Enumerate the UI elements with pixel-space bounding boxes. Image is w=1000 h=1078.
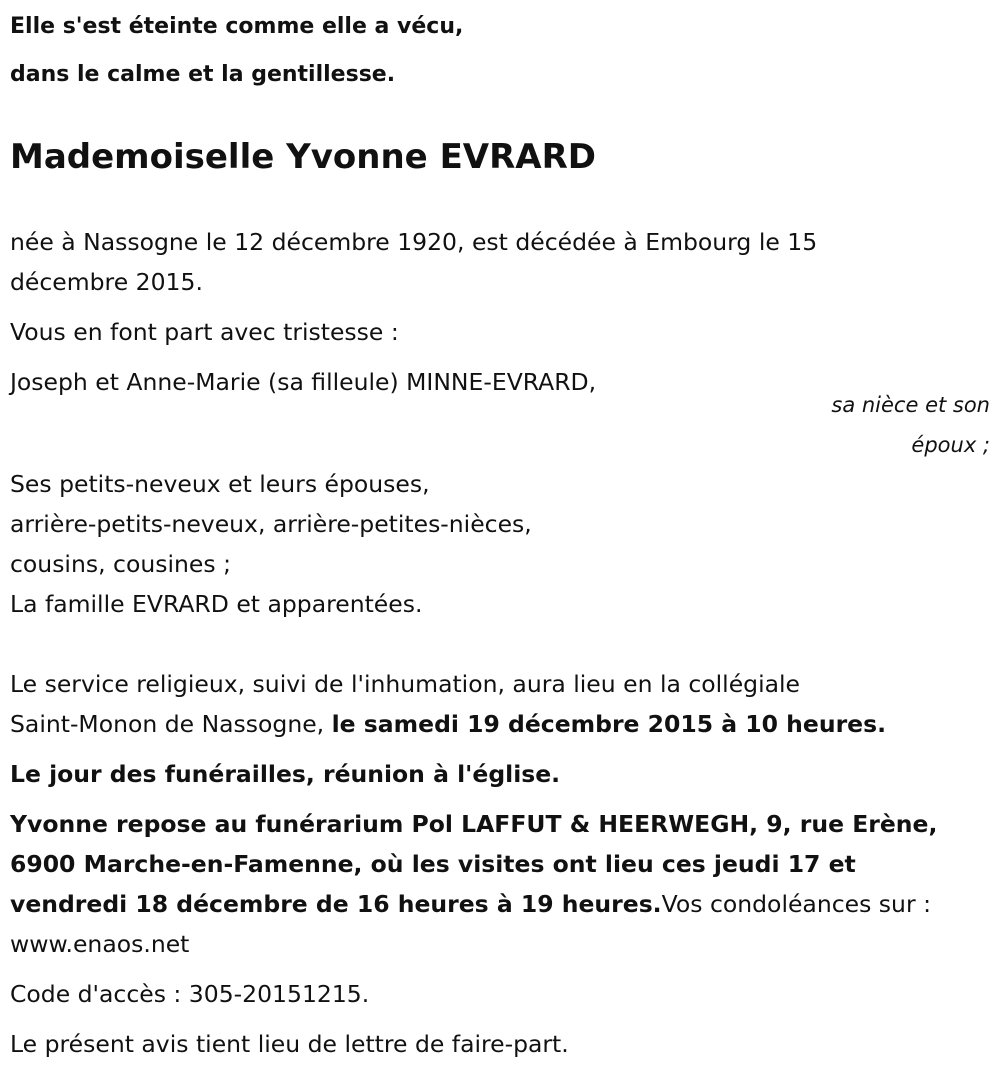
epigraph-line-2: dans le calme et la gentillesse. (10, 62, 396, 87)
birth-death-line-2: décembre 2015. (10, 268, 203, 296)
access-code: Code d'accès : 305-20151215. (10, 980, 370, 1008)
funeral-home-line-3 (10, 884, 990, 924)
relation-line-1: sa nièce et son (831, 393, 990, 417)
birth-death-line-1: née à Nassogne le 12 décembre 1920, est décédée à Embourg le 15 (10, 228, 818, 256)
family-line-5: La famille EVRARD et apparentées. (10, 590, 423, 618)
family-line-3: arrière-petits-neveux, arrière-petites-nièces, (10, 510, 532, 538)
relation-line-2: époux ; (911, 433, 990, 457)
closing-note: Le présent avis tient lieu de lettre de faire-part. (10, 1030, 569, 1058)
service-line-1: Le service religieux, suivi de l'inhumation, aura lieu en la collégiale (10, 670, 801, 698)
service-location: Saint-Monon de Nassogne, (10, 710, 332, 738)
announcement-intro: Vous en font part avec tristesse : (10, 318, 399, 346)
condolences-label: Vos condoléances sur : (661, 890, 931, 918)
funeral-home-line-2: 6900 Marche-en-Famenne, où les visites ont lieu ces jeudi 17 et (10, 850, 856, 878)
family-line-2: Ses petits-neveux et leurs épouses, (10, 470, 430, 498)
family-line-4: cousins, cousines ; (10, 550, 231, 578)
epigraph-line-1: Elle s'est éteinte comme elle a vécu, (10, 14, 464, 39)
deceased-name: Mademoiselle Yvonne EVRARD (10, 137, 597, 177)
funeral-home-line-1: Yvonne repose au funérarium Pol LAFFUT & HEERWEGH, 9, rue Erène, (10, 810, 938, 838)
condolences-website: www.enaos.net (10, 930, 190, 958)
visiting-hours: vendredi 18 décembre de 16 heures à 19 heures. (10, 890, 662, 918)
gathering-line: Le jour des funérailles, réunion à l'église. (10, 760, 561, 788)
service-date: le samedi 19 décembre 2015 à 10 heures. (331, 710, 887, 738)
service-line-2 (10, 704, 990, 744)
family-line-1: Joseph et Anne-Marie (sa filleule) MINNE-EVRARD, (10, 368, 597, 396)
